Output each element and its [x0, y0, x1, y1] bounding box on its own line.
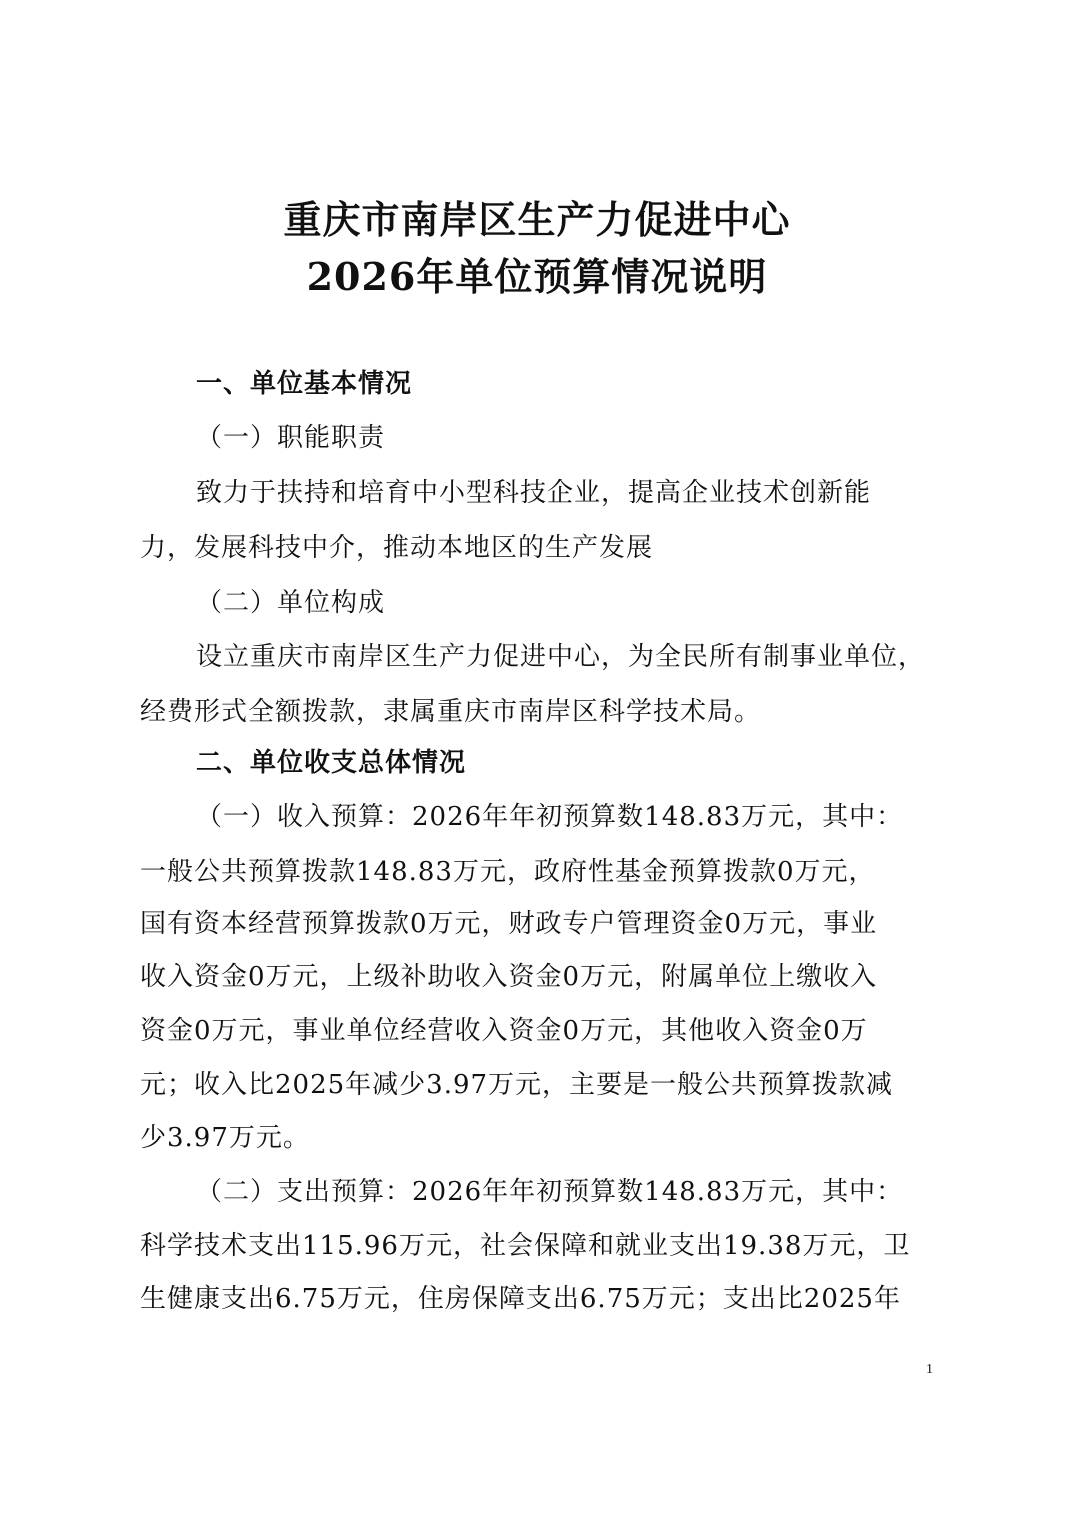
paragraph-line: 致力于扶持和培育中小型科技企业，提高企业技术创新能	[196, 478, 872, 508]
paragraph-line: 一般公共预算拨款148.83万元，政府性基金预算拨款0万元，	[140, 857, 876, 887]
document-title-line-1: 重庆市南岸区生产力促进中心	[283, 197, 791, 242]
section-heading-basic-info: 一、单位基本情况	[196, 369, 413, 399]
paragraph-line: 生健康支出6.75万元，住房保障支出6.75万元；支出比2025年	[140, 1284, 901, 1314]
subsection-heading-expenditure-budget: （二）支出预算：2026年年初预算数148.83万元，其中：	[196, 1177, 904, 1207]
paragraph-line: 资金0万元，事业单位经营收入资金0万元，其他收入资金0万	[140, 1016, 868, 1046]
subsection-heading-composition: （二）单位构成	[196, 588, 386, 618]
paragraph-line: 国有资本经营预算拨款0万元，财政专户管理资金0万元，事业	[140, 909, 878, 939]
paragraph-line: 元；收入比2025年减少3.97万元，主要是一般公共预算拨款减	[140, 1070, 894, 1100]
paragraph-line: 收入资金0万元，上级补助收入资金0万元，附属单位上缴收入	[140, 962, 878, 992]
page-number: 1	[926, 1362, 933, 1377]
subsection-heading-income-budget: （一）收入预算：2026年年初预算数148.83万元，其中：	[196, 802, 904, 832]
subsection-heading-functions: （一）职能职责	[196, 423, 386, 453]
paragraph-line: 经费形式全额拨款，隶属重庆市南岸区科学技术局。	[140, 697, 762, 727]
paragraph-line: 少3.97万元。	[140, 1123, 310, 1153]
paragraph-line: 设立重庆市南岸区生产力促进中心，为全民所有制事业单位，	[196, 642, 926, 672]
document-title-line-2: 2026年单位预算情况说明	[306, 254, 768, 299]
section-heading-overall-budget: 二、单位收支总体情况	[196, 748, 467, 778]
paragraph-line: 科学技术支出115.96万元，社会保障和就业支出19.38万元，卫	[140, 1231, 911, 1261]
paragraph-line: 力，发展科技中介，推动本地区的生产发展	[140, 533, 654, 563]
